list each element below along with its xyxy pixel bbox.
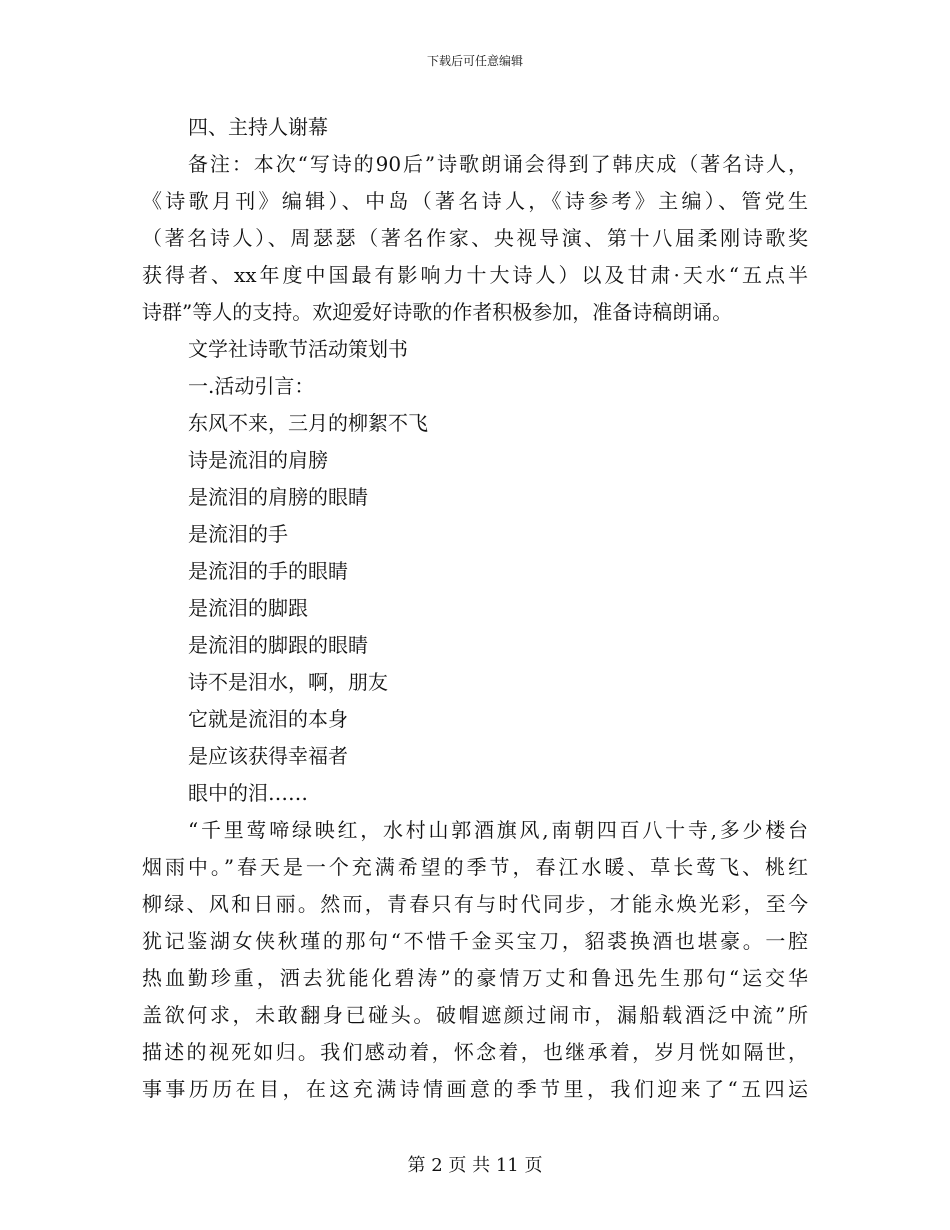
text-line: 是流泪的脚跟 [188, 596, 308, 620]
text-line: 一.活动引言： [188, 374, 315, 398]
text-line: （著名诗人）、周瑟瑟（著名作家、央视导演、第十八届柔刚诗歌奖 [142, 226, 808, 250]
text-line: 获得者、xx年度中国最有影响力十大诗人）以及甘肃·天水“五点半 [142, 263, 808, 287]
text-line: 东风不来，三月的柳絮不飞 [188, 411, 428, 435]
page-header: 下载后可任意编辑 [426, 54, 523, 68]
text-line: 诗群”等人的支持。欢迎爱好诗歌的作者积极参加，准备诗稿朗诵。 [142, 300, 733, 324]
text-line: 柳绿、风和日丽。然而，青春只有与时代同步，才能永焕光彩，至今 [142, 892, 808, 916]
text-line: 四、主持人谢幕 [188, 115, 328, 139]
text-line: 它就是流泪的本身 [188, 707, 348, 731]
text-line: 热血勤珍重，洒去犹能化碧涛”的豪情万丈和鲁迅先生那句“运交华 [142, 966, 808, 990]
text-line: 是流泪的手 [188, 522, 288, 546]
text-line: 描述的视死如归。我们感动着，怀念着，也继承着，岁月恍如隔世， [142, 1040, 808, 1064]
text-line: 文学社诗歌节活动策划书 [188, 337, 408, 361]
text-line: 是流泪的手的眼睛 [188, 559, 348, 583]
text-line: 犹记鉴湖女侠秋瑾的那句“不惜千金买宝刀，貂裘换酒也堪豪。一腔 [142, 929, 808, 953]
text-line: 备注：本次“写诗的90后”诗歌朗诵会得到了韩庆成（著名诗人， [188, 152, 808, 176]
text-line: 诗是流泪的肩膀 [188, 448, 328, 472]
text-line: 诗不是泪水，啊，朋友 [188, 670, 388, 694]
text-line: 事事历历在目，在这充满诗情画意的季节里，我们迎来了“五四运 [142, 1077, 808, 1101]
text-line: 烟雨中。”春天是一个充满希望的季节，春江水暖、草长莺飞、桃红 [142, 855, 808, 879]
text-line: 是流泪的肩膀的眼睛 [188, 485, 368, 509]
document-body [142, 109, 808, 1108]
text-line: 是应该获得幸福者 [188, 744, 348, 768]
text-line: 眼中的泪…… [188, 781, 308, 805]
text-line: 《诗歌月刊》编辑）、中岛（著名诗人，《诗参考》主编）、管党生 [142, 189, 808, 213]
text-line: “千里莺啼绿映红，水村山郭酒旗风,南朝四百八十寺,多少楼台 [188, 818, 808, 842]
page-footer: 第 2 页 共 11 页 [407, 1155, 543, 1176]
text-line: 是流泪的脚跟的眼睛 [188, 633, 368, 657]
text-line: 盖欲何求，未敢翻身已碰头。破帽遮颜过闹市，漏船载酒泛中流”所 [142, 1003, 808, 1027]
